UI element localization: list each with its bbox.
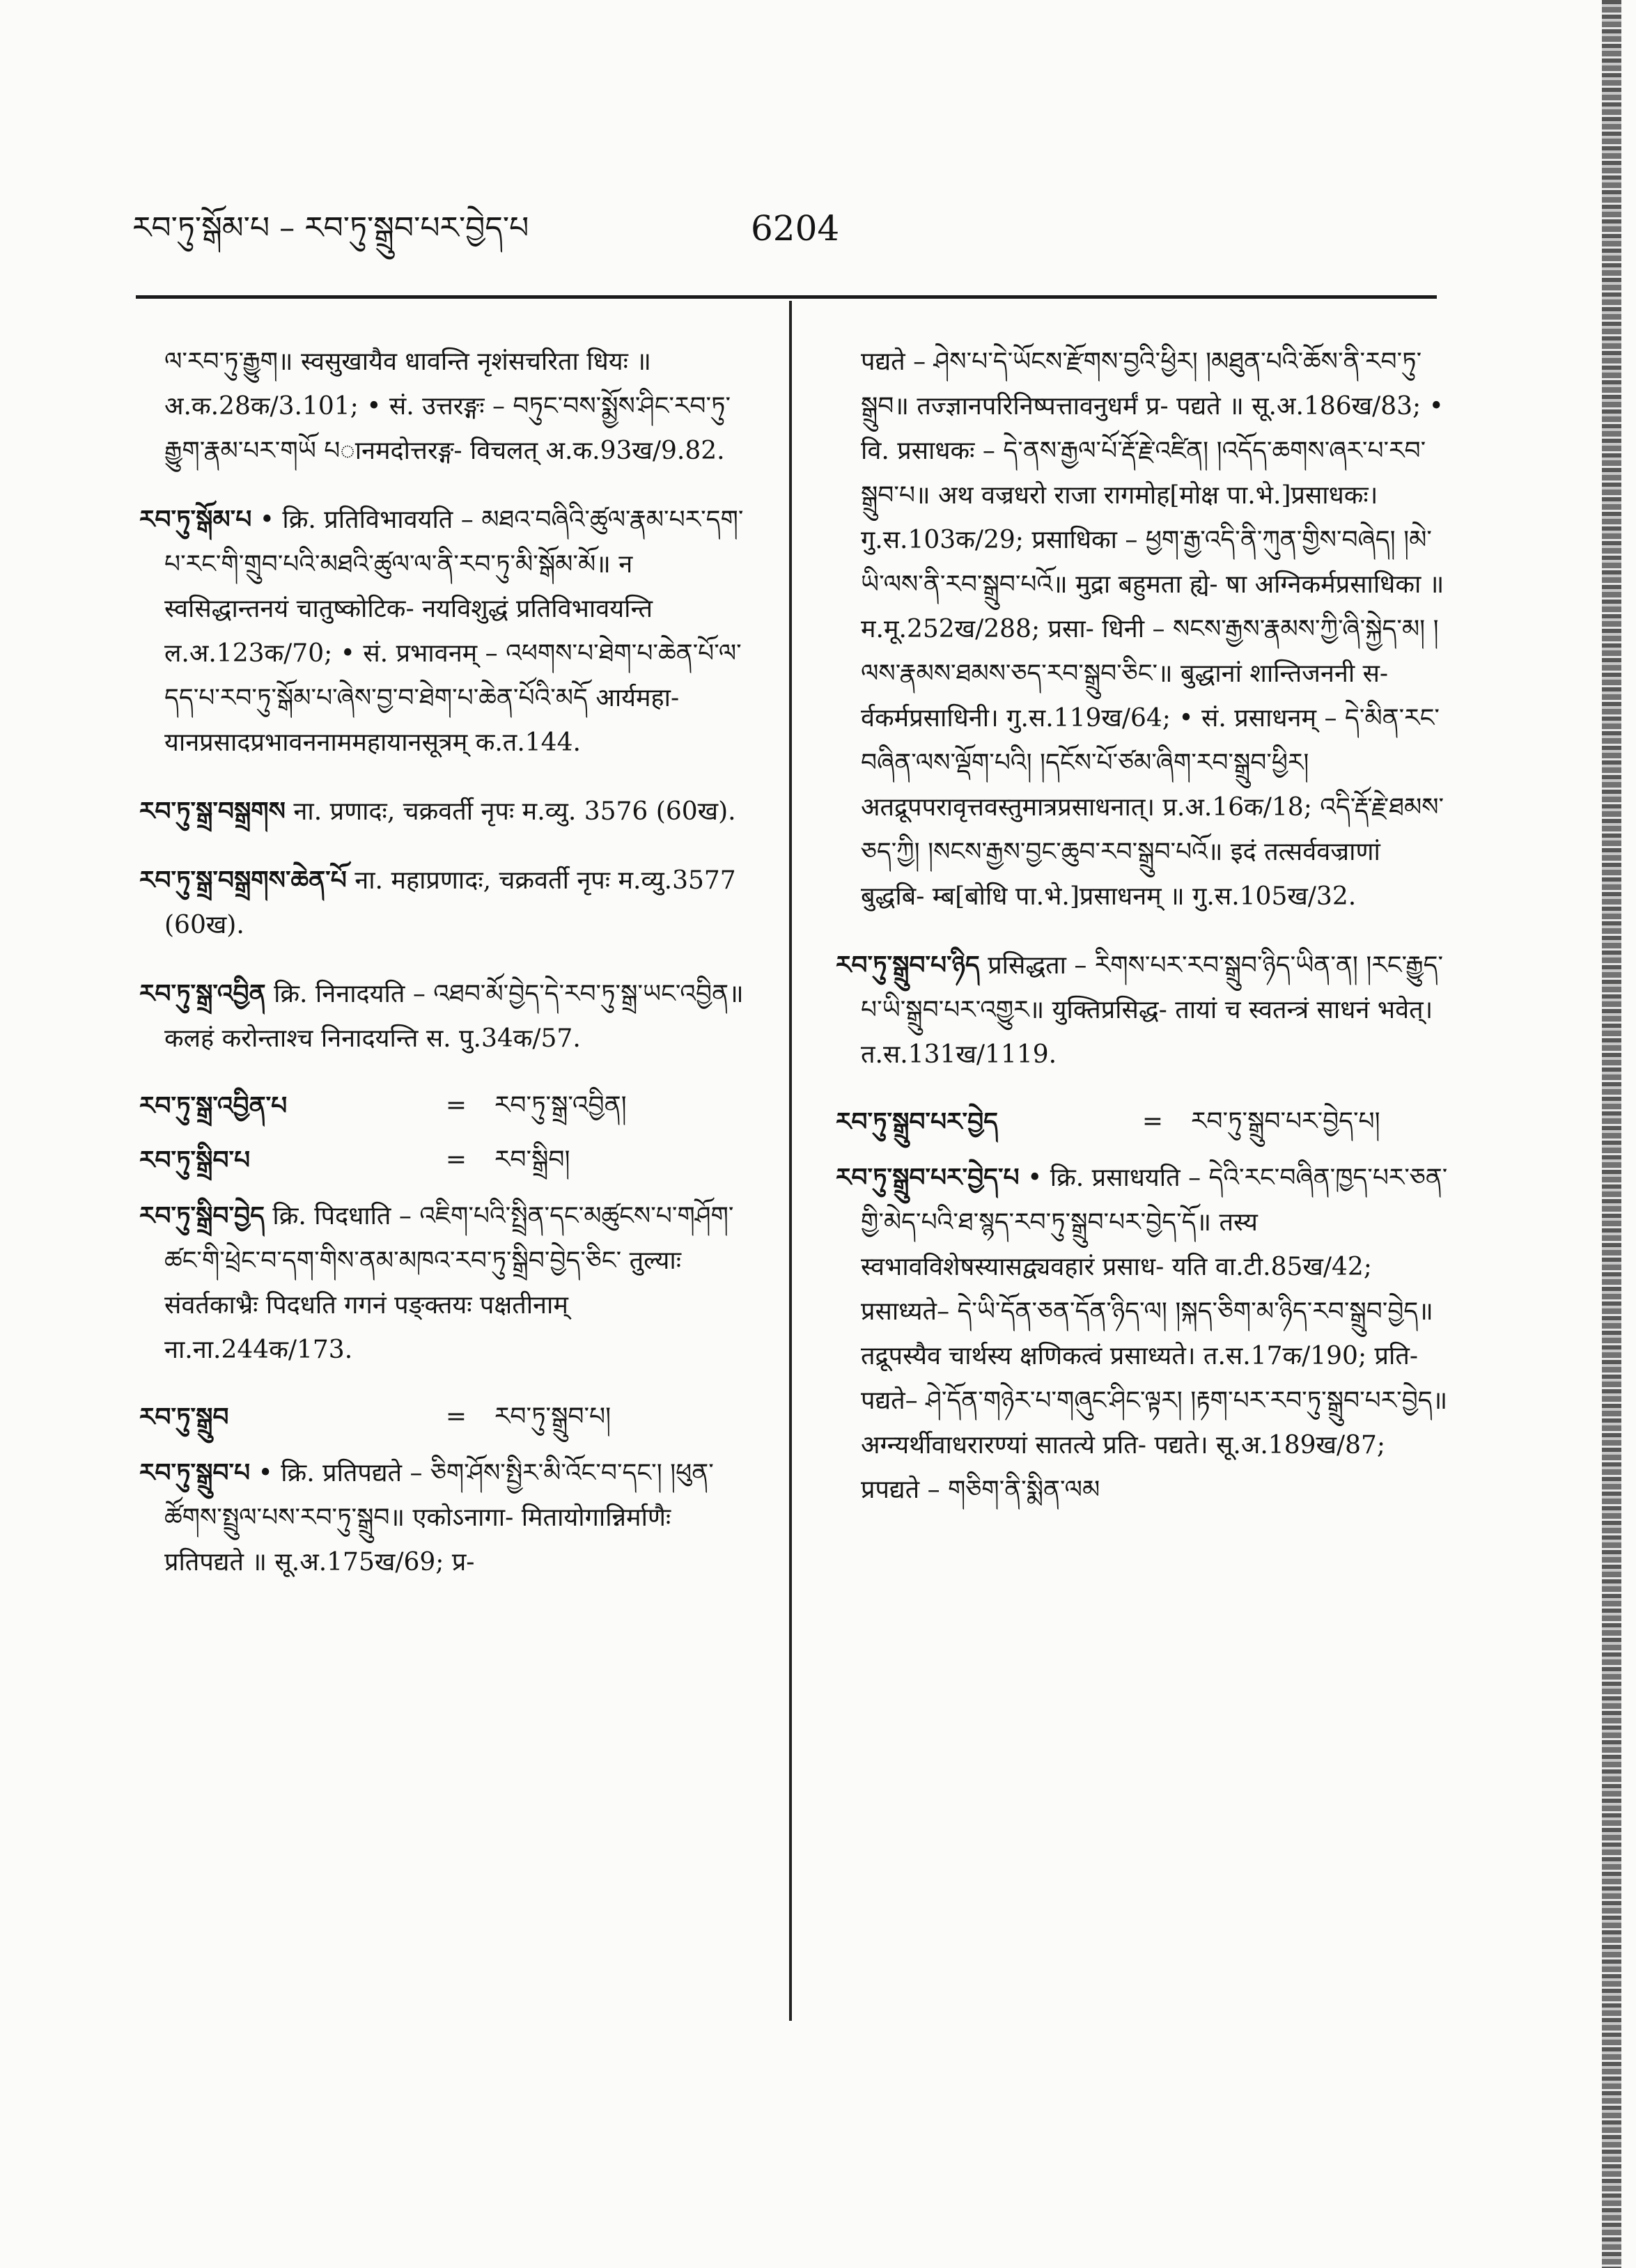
entry-headword: རབ་ཏུ་སྒོམ་པ [139, 505, 252, 534]
dictionary-entry [139, 971, 752, 1061]
xref-equals: = [445, 1402, 467, 1431]
entry-body: ལ་རབ་ཏུ་རྒྱུག॥ स्वसुखायैव धावन्ति नृशंसचरिता धियः ॥ अ.क.28क/3.101; • सं. उत्तरङ्गः – བཏུང་བས་སྨྱོས་ཤིང་རབ་ཏུ་རྒྱུག་རྣམ་པར་གཡོ པानमदोत्तरङ्ग- विचलत् अ.क.93ख/9.82. [164, 347, 731, 465]
xref-headword: རབ་ཏུ་སྒྲ་འབྱིན་པ [139, 1091, 288, 1120]
dictionary-entry [139, 789, 752, 834]
dictionary-entry [139, 1194, 752, 1372]
entry-headword: རབ་ཏུ་སྒྲུབ་པ་ཉིད [836, 951, 980, 980]
xref-equals: = [1142, 1107, 1164, 1136]
xref-equals: = [445, 1091, 467, 1120]
right-column [836, 340, 1449, 1536]
page-number: 6204 [751, 208, 840, 249]
dictionary-entry [139, 1450, 752, 1585]
xref-target: རབ་ཏུ་སྒྲུབ་པར་བྱེད་པ། [1191, 1107, 1380, 1136]
entry-body: • क्रि. प्रतिपद्यते – ཅིག་ཤོས་སྤྱིར་མི་འོང་བ་དང་། །ཕུན་ཚོགས་སྤྲུལ་པས་རབ་ཏུ་སྒྲུབ॥ एकोऽनागा- मितायोगान्निर्माणैः प्रतिपद्यते ॥ सू.अ.175ख/69; प्र- [164, 1459, 714, 1577]
entry-headword: རབ་ཏུ་སྒྲུབ་པ [139, 1458, 251, 1487]
entry-body: • क्रि. प्रतिविभावयति – མཐའ་བཞིའི་ཚུལ་རྣམ་པར་དག་པ་རང་གི་གྲུབ་པའི་མཐའི་ཚུལ་ལ་ནི་རབ་ཏུ་མི་སྒོམ་མོ॥ न स्वसिद्धान्तनयं चातुष्कोटिक- नयविशुद्धं प्रतिविभावयन्ति ल.अ.123क/70; • सं. प्रभावनम् – འཕགས་པ་ཐེག་པ་ཆེན་པོ་ལ་དད་པ་རབ་ཏུ་སྒོམ་པ་ཞེས་བྱ་བ་ཐེག་པ་ཆེན་པོའི་མདོ आर्यमहा- यानप्रसादप्रभावननाममहायानसूत्रम् क.त.144. [164, 506, 744, 757]
entry-continuation [139, 340, 752, 474]
cross-reference [836, 1101, 1449, 1143]
running-header [132, 201, 1107, 256]
dictionary-entry [139, 858, 752, 948]
xref-headword: རབ་ཏུ་སྒྲུབ་པར་བྱེད [836, 1107, 998, 1136]
entry-headword: རབ་ཏུ་སྒྲིབ་བྱེད [139, 1201, 265, 1230]
entry-body: • क्रि. प्रसाधयति – དེའི་རང་བཞིན་ཁྱད་པར་ཅན་གྱི་མེད་པའི་ཐ་སྙད་རབ་ཏུ་སྒྲུབ་པར་བྱེད་དོ॥ तस्य स्वभावविशेषस्यासद्व्यवहारं प्रसाध- यति वा.टी.85ख/42; प्रसाध्यते– དེ་ཡི་དོན་ཅན་དོན་ཉིད་ལ། །སྐད་ཅིག་མ་ཉིད་རབ་སྒྲུབ་བྱེད॥ तद्रूपस्यैव चार्थस्य क्षणिकत्वं प्रसाध्यते। त.स.17क/190; प्रति- पद्यते– ཤེ་དོན་གཉེར་པ་གཞུང་ཤིང་ལྟར། །རྟག་པར་རབ་ཏུ་སྒྲུབ་པར་བྱེད॥ अग्न्यर्थीवाधरारण्यां सातत्ये प्रति- पद्यते। सू.अ.189ख/87; प्रपद्यते – གཅིག་ནི་སྨིན་ལམ [861, 1164, 1448, 1504]
entry-body: ना. प्रणादः, चक्रवर्ती नृपः म.व्यु. 3576 (60ख). [293, 797, 736, 826]
xref-headword: རབ་ཏུ་སྒྲིབ་པ [139, 1145, 251, 1175]
xref-target: རབ་ཏུ་སྒྲ་འབྱིན། [494, 1091, 627, 1120]
entry-headword: རབ་ཏུ་སྒྲ་བསྒྲགས [139, 797, 286, 826]
entry-headword: རབ་ཏུ་སྒྲ་འབྱིན [139, 979, 266, 1008]
entry-headword: རབ་ཏུ་སྒྲ་བསྒྲགས་ཆེན་པོ [139, 866, 347, 895]
xref-target: རབ་ཏུ་སྒྲུབ་པ། [494, 1402, 611, 1431]
left-column [139, 340, 752, 1609]
entry-headword: རབ་ཏུ་སྒྲུབ་པར་བྱེད་པ [836, 1163, 1020, 1192]
cross-reference [139, 1139, 752, 1181]
entry-body: क्रि. निनादयति – འཐབ་མོ་བྱེད་དེ་རབ་ཏུ་སྒྲ་ཡང་འབྱིན॥ कलहं करोन्ताश्च निनादयन्ति स. पु.34क/57. [164, 980, 744, 1053]
entry-body: प्रसिद्धता – རིགས་པར་རབ་སྒྲུབ་ཉིད་ཡིན་ན། །རང་རྒྱུད་པ་ཡི་སྒྲུབ་པར་འགྱུར॥ युक्तिप्रसिद्ध- तायां च स्वतन्त्रं साधनं भवेत्। त.स.131ख/1119. [861, 951, 1444, 1069]
xref-equals: = [445, 1145, 467, 1174]
dictionary-entry [836, 1155, 1449, 1512]
dictionary-entry [139, 497, 752, 765]
xref-target: རབ་སྒྲིབ། [494, 1145, 570, 1174]
entry-body: क्रि. पिदधाति – འཇིག་པའི་སྤྲིན་དང་མཚུངས་པ་གཤོག་ཚང་གི་ཕྲེང་བ་དག་གིས་ནམ་མཁའ་རབ་ཏུ་སྒྲིབ་བྱེད་ཅིང་ तुल्याः संवर्तकाभ्रैः पिदधति गगनं पङ्क्तयः पक्षतीनाम् ना.ना.244क/173. [164, 1202, 734, 1364]
scanned-page-edge [1602, 0, 1621, 2268]
header-rule [136, 295, 1437, 299]
xref-headword: རབ་ཏུ་སྒྲུབ [139, 1402, 229, 1432]
header-range: རབ་ཏུ་སྒོམ་པ – རབ་ཏུ་སྒྲུབ་པར་བྱེད་པ [132, 210, 529, 246]
dictionary-entry [836, 943, 1449, 1077]
entry-continuation [836, 340, 1449, 919]
cross-reference [139, 1396, 752, 1438]
cross-reference [139, 1085, 752, 1127]
column-divider [789, 301, 792, 2021]
entry-body: पद्यते – ཤེས་པ་དེ་ཡོངས་རྫོགས་བྱའི་ཕྱིར། །མཐུན་པའི་ཆོས་ནི་རབ་ཏུ་སྒྲུབ॥ तज्ज्ञानपरिनिष्पत्तावनुधर्मं प्र- पद्यते ॥ सू.अ.186ख/83; • वि. प्रसाधकः – དེ་ནས་རྒྱལ་པོ་རྡོ་རྗེ་འཛིན། །འདོད་ཆགས་ཞར་པ་རབ་སྒྲུབ་པ॥ अथ वज्रधरो राजा रागमोह[मोक्ष पा.भे.]प्रसाधकः। गु.स.103क/29; प्रसाधिका – ཕྱག་རྒྱ་འདི་ནི་ཀུན་གྱིས་བཞེད། །མེ་ཡི་ལས་ནི་རབ་སྒྲུབ་པའོ॥ मुद्रा बहुमता ह्ये- षा अग्निकर्मप्रसाधिका ॥ म.मू.252ख/288; प्रसा- धिनी – སངས་རྒྱས་རྣམས་ཀྱི་ཞི་སྐྱེད་མ། །ལས་རྣམས་ཐམས་ཅད་རབ་སྒྲུབ་ཅིང་॥ बुद्धानां शान्तिजननी स- र्वकर्मप्रसाधिनी। गु.स.119ख/64; • सं. प्रसाधनम् – དེ་མིན་རང་བཞིན་ལས་ལྡོག་པའི། །དངོས་པོ་ཙམ་ཞིག་རབ་སྒྲུབ་ཕྱིར། अतद्रूपपरावृत्तवस्तुमात्रप्रसाधनात्। प्र.अ.16क/18; འདི་རྡོ་རྗེ་ཐམས་ཅད་ཀྱི། །སངས་རྒྱས་བྱང་ཆུབ་རབ་སྒྲུབ་པའོ॥ इदं तत्सर्ववज्राणां बुद्धबि- म्ब[बोधि पा.भे.]प्रसाधनम् ॥ गु.स.105ख/32. [861, 347, 1444, 911]
entry-body: ना. महाप्रणादः, चक्रवर्ती नृपः म.व्यु.3577 (60ख). [164, 866, 736, 939]
